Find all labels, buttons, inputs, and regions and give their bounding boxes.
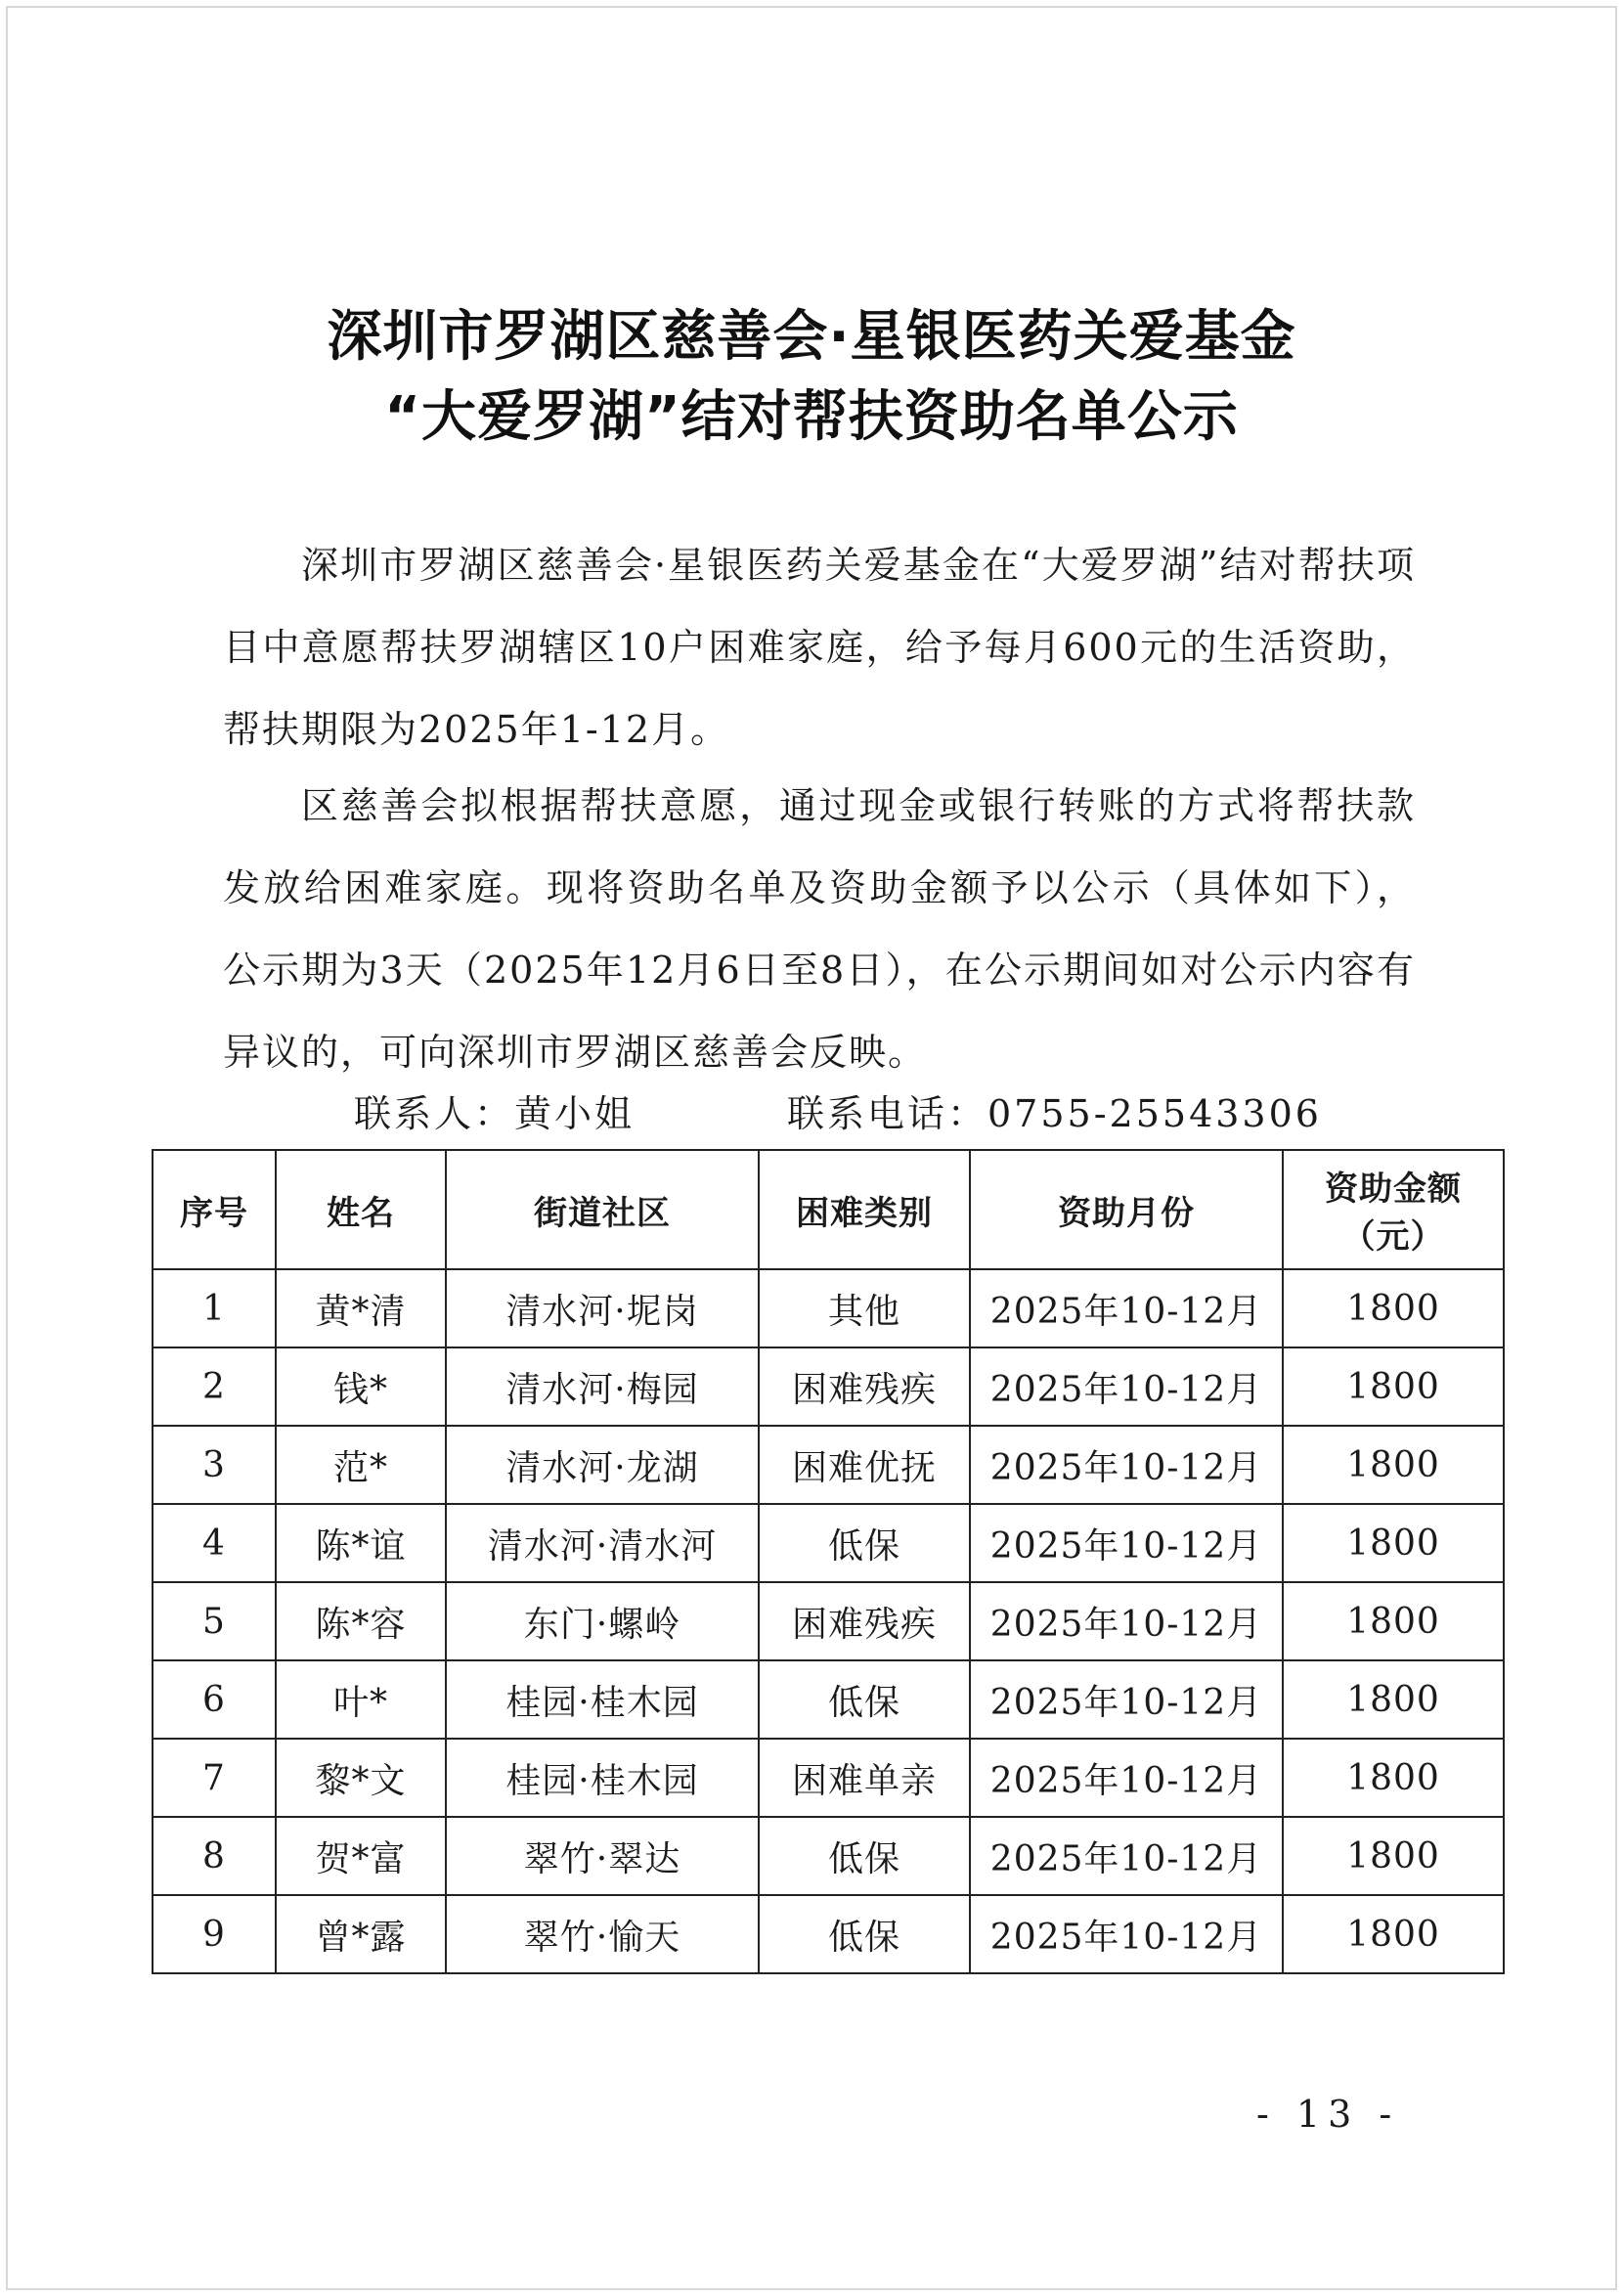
cell-name: 钱* <box>276 1347 446 1426</box>
intro-paragraph: 深圳市罗湖区慈善会·星银医药关爱基金在“大爱罗湖”结对帮扶项目中意愿帮扶罗湖辖区10户困难家庭，给予每月600元的生活资助，帮扶期限为2025年1-12月。 <box>223 544 1416 751</box>
cell-aid-months: 2025年10-12月 <box>970 1582 1283 1660</box>
header-name: 姓名 <box>276 1150 446 1269</box>
cell-serial-number: 6 <box>153 1660 276 1739</box>
cell-serial-number: 5 <box>153 1582 276 1660</box>
cell-aid-months: 2025年10-12月 <box>970 1504 1283 1582</box>
cell-street-community: 翠竹·翠达 <box>446 1817 759 1895</box>
cell-street-community: 清水河·梅园 <box>446 1347 759 1426</box>
cell-aid-amount: 1800 <box>1283 1504 1504 1582</box>
page-number: - 13 - <box>1256 2093 1400 2136</box>
cell-name: 曾*露 <box>276 1895 446 1973</box>
cell-hardship-category: 困难残疾 <box>759 1347 970 1426</box>
aid-list-table-container <box>152 1149 1505 1974</box>
cell-hardship-category: 困难残疾 <box>759 1582 970 1660</box>
cell-aid-months: 2025年10-12月 <box>970 1426 1283 1504</box>
notice-paragraph: 区慈善会拟根据帮扶意愿，通过现金或银行转账的方式将帮扶款发放给困难家庭。现将资助名单及资助金额予以公示（具体如下），公示期为3天（2025年12月6日至8日），在公示期间如对公示内容有异议的，可向深圳市罗湖区慈善会反映。 <box>223 784 1416 1074</box>
cell-street-community: 翠竹·愉天 <box>446 1895 759 1973</box>
cell-street-community: 桂园·桂木园 <box>446 1660 759 1739</box>
table-row <box>153 1817 1504 1895</box>
cell-name: 陈*容 <box>276 1582 446 1660</box>
cell-aid-amount: 1800 <box>1283 1817 1504 1895</box>
header-street-community: 街道社区 <box>446 1150 759 1269</box>
cell-street-community: 清水河·龙湖 <box>446 1426 759 1504</box>
contact-person: 联系人：黄小姐 <box>354 1092 636 1135</box>
cell-serial-number: 4 <box>153 1504 276 1582</box>
cell-hardship-category: 低保 <box>759 1817 970 1895</box>
cell-aid-amount: 1800 <box>1283 1660 1504 1739</box>
header-aid-months: 资助月份 <box>970 1150 1283 1269</box>
header-serial-number: 序号 <box>153 1150 276 1269</box>
cell-aid-months: 2025年10-12月 <box>970 1739 1283 1817</box>
cell-hardship-category: 困难优抚 <box>759 1426 970 1504</box>
table-row <box>153 1347 1504 1426</box>
cell-aid-amount: 1800 <box>1283 1739 1504 1817</box>
cell-aid-months: 2025年10-12月 <box>970 1895 1283 1973</box>
cell-serial-number: 1 <box>153 1269 276 1347</box>
cell-hardship-category: 低保 <box>759 1660 970 1739</box>
document-title-line-1: 深圳市罗湖区慈善会·星银医药关爱基金 <box>327 305 1296 369</box>
cell-serial-number: 8 <box>153 1817 276 1895</box>
cell-aid-amount: 1800 <box>1283 1582 1504 1660</box>
cell-street-community: 桂园·桂木园 <box>446 1739 759 1817</box>
table-row <box>153 1504 1504 1582</box>
cell-aid-amount: 1800 <box>1283 1269 1504 1347</box>
cell-serial-number: 7 <box>153 1739 276 1817</box>
cell-serial-number: 3 <box>153 1426 276 1504</box>
contact-phone: 联系电话：0755-25543306 <box>787 1092 1322 1135</box>
header-aid-amount-label: 资助金额 <box>1325 1170 1462 1209</box>
cell-street-community: 清水河·坭岗 <box>446 1269 759 1347</box>
header-hardship-category: 困难类别 <box>759 1150 970 1269</box>
cell-aid-months: 2025年10-12月 <box>970 1817 1283 1895</box>
cell-aid-amount: 1800 <box>1283 1895 1504 1973</box>
cell-serial-number: 9 <box>153 1895 276 1973</box>
cell-name: 黄*清 <box>276 1269 446 1347</box>
header-aid-amount-unit: （元） <box>1341 1217 1445 1257</box>
table-row <box>153 1739 1504 1817</box>
cell-serial-number: 2 <box>153 1347 276 1426</box>
cell-aid-amount: 1800 <box>1283 1347 1504 1426</box>
table-row <box>153 1660 1504 1739</box>
cell-name: 黎*文 <box>276 1739 446 1817</box>
cell-hardship-category: 其他 <box>759 1269 970 1347</box>
cell-aid-months: 2025年10-12月 <box>970 1347 1283 1426</box>
cell-name: 叶* <box>276 1660 446 1739</box>
document-title-line-2: “大爱罗湖”结对帮扶资助名单公示 <box>384 385 1239 449</box>
cell-aid-months: 2025年10-12月 <box>970 1269 1283 1347</box>
cell-name: 陈*谊 <box>276 1504 446 1582</box>
table-body <box>153 1269 1504 1973</box>
cell-aid-months: 2025年10-12月 <box>970 1660 1283 1739</box>
cell-hardship-category: 低保 <box>759 1895 970 1973</box>
header-aid-amount <box>1283 1150 1504 1269</box>
table-row <box>153 1426 1504 1504</box>
table-row <box>153 1269 1504 1347</box>
cell-aid-amount: 1800 <box>1283 1426 1504 1504</box>
aid-list-table <box>152 1149 1505 1974</box>
cell-street-community: 东门·螺岭 <box>446 1582 759 1660</box>
table-header-row <box>153 1150 1504 1269</box>
cell-name: 范* <box>276 1426 446 1504</box>
table-row <box>153 1895 1504 1973</box>
cell-hardship-category: 困难单亲 <box>759 1739 970 1817</box>
cell-street-community: 清水河·清水河 <box>446 1504 759 1582</box>
cell-name: 贺*富 <box>276 1817 446 1895</box>
table-row <box>153 1582 1504 1660</box>
cell-hardship-category: 低保 <box>759 1504 970 1582</box>
